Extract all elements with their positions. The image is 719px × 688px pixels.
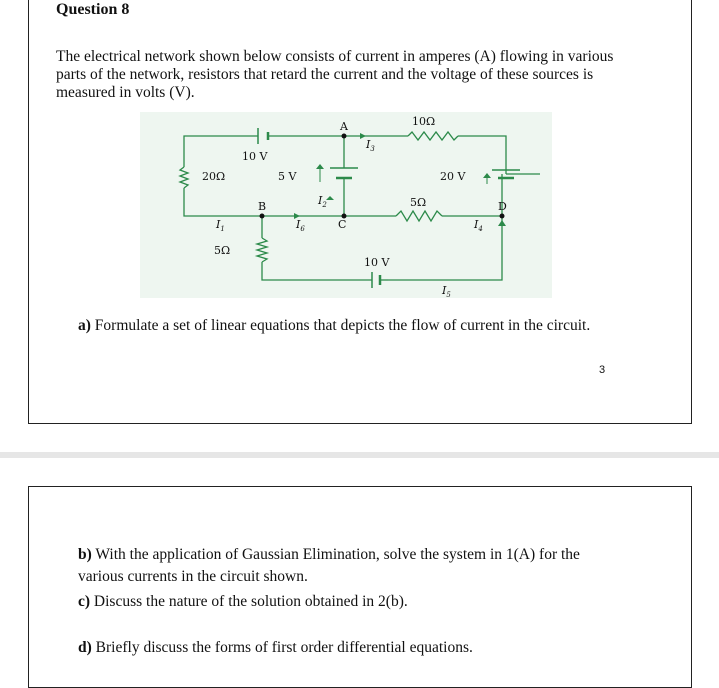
label-10v-bottom: 10 V — [364, 256, 390, 269]
label-i5: $I_5$ — [442, 284, 451, 298]
question-d — [78, 639, 473, 657]
panel-separator — [0, 452, 719, 458]
question-title: Question 8 — [56, 1, 130, 18]
label-10-ohm: 10Ω — [412, 115, 436, 128]
node-a-dot — [342, 134, 347, 139]
question-d-letter: d) — [78, 639, 92, 656]
label-5-ohm-mid: 5Ω — [410, 196, 427, 209]
label-20-ohm: 20Ω — [202, 170, 226, 183]
node-d-dot — [500, 214, 505, 219]
question-a — [78, 312, 608, 340]
marks-a: 3 — [599, 364, 606, 376]
question-b — [78, 544, 618, 588]
label-i4: $I_4$ — [474, 218, 483, 233]
question-a-text: Formulate a set of linear equations that depicts the flow of current in the circuit. — [94, 317, 591, 334]
label-5-ohm-left: 5Ω — [214, 244, 231, 257]
label-i2: $I_2$ — [318, 194, 327, 209]
label-node-a: A — [340, 120, 348, 133]
question-d-text: Briefly discuss the forms of first order differential equations. — [95, 639, 473, 656]
label-5v: 5 V — [278, 170, 297, 183]
label-10v-top: 10 V — [242, 150, 268, 163]
diagram-background — [140, 112, 552, 298]
question-c-text: Discuss the nature of the solution obtained in 2(b). — [93, 593, 408, 610]
circuit-diagram — [140, 112, 552, 298]
label-i6: $I_6$ — [296, 218, 305, 233]
label-20v: 20 V — [440, 170, 466, 183]
question-b-letter: b) — [78, 546, 92, 563]
label-i3: $I_3$ — [366, 138, 375, 153]
label-i1: $I_1$ — [216, 218, 225, 233]
question-c — [78, 593, 408, 611]
label-node-b: B — [258, 200, 267, 213]
question-intro: The electrical network shown below consists of current in amperes (A) flowing in various parts of the network, resistors that retard the current and the voltage of these sources is measured in volts (V). — [56, 48, 614, 101]
node-b-dot — [260, 214, 265, 219]
question-b-text: With the application of Gaussian Elimination, solve the system in 1(A) for the various currents in the circuit shown. — [78, 546, 580, 585]
label-node-c: C — [338, 218, 347, 231]
question-c-letter: c) — [78, 593, 91, 610]
label-node-d: D — [498, 200, 507, 213]
question-a-letter: a) — [78, 317, 91, 334]
